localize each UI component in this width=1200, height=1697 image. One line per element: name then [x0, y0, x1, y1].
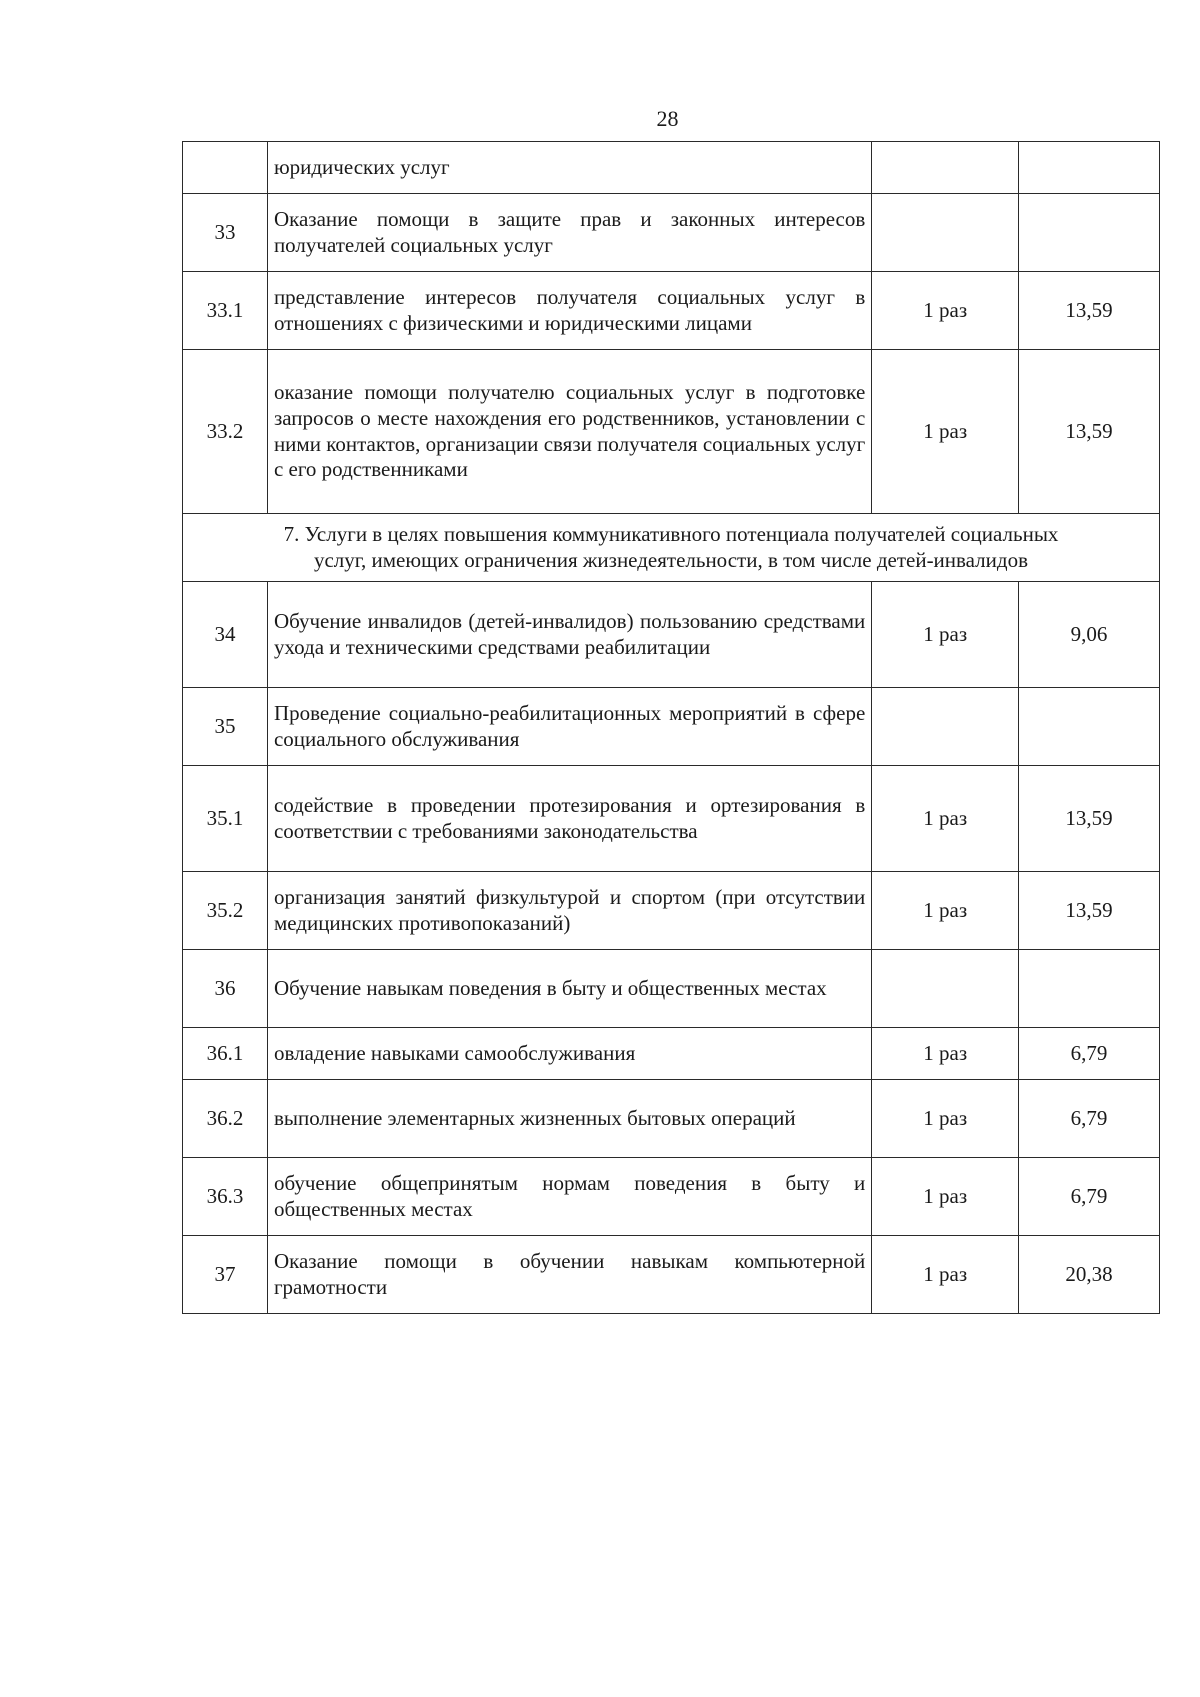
section-header-line1: 7. Услуги в целях повышения коммуникативного потенциала получателей социальных: [283, 521, 1059, 546]
service-price-cell: [1019, 194, 1160, 272]
service-unit-cell: 1 раз: [872, 350, 1019, 514]
service-description-cell: Оказание помощи в обучении навыкам компьютерной грамотности: [267, 1236, 871, 1314]
service-number-cell: 35: [183, 688, 268, 766]
service-description-cell: Оказание помощи в защите прав и законных интересов получателей социальных услуг: [267, 194, 871, 272]
service-description-cell: Обучение навыкам поведения в быту и общественных местах: [267, 950, 871, 1028]
service-description-cell: Обучение инвалидов (детей-инвалидов) пользованию средствами ухода и техническими средствами реабилитации: [267, 582, 871, 688]
service-unit-cell: 1 раз: [872, 766, 1019, 872]
service-description-cell: юридических услуг: [267, 142, 871, 194]
service-description-cell: выполнение элементарных жизненных бытовых операций: [267, 1080, 871, 1158]
service-price-cell: 9,06: [1019, 582, 1160, 688]
service-unit-cell: [872, 142, 1019, 194]
section-header-line2: услуг, имеющих ограничения жизнедеятельности, в том числе детей-инвалидов: [313, 547, 1028, 572]
service-price-cell: [1019, 688, 1160, 766]
table-row: [183, 1236, 1160, 1314]
table-row: [183, 950, 1160, 1028]
service-number-cell: 35.2: [183, 872, 268, 950]
page-number: 28: [656, 106, 679, 131]
service-number-cell: 36.2: [183, 1080, 268, 1158]
service-unit-cell: [872, 950, 1019, 1028]
table-row: [183, 194, 1160, 272]
service-number-cell: 33: [183, 194, 268, 272]
service-price-cell: 6,79: [1019, 1080, 1160, 1158]
service-number-cell: [183, 142, 268, 194]
service-number-cell: 36.1: [183, 1028, 268, 1080]
service-price-cell: [1019, 950, 1160, 1028]
service-number-cell: 35.1: [183, 766, 268, 872]
service-unit-cell: 1 раз: [872, 1080, 1019, 1158]
service-description-cell: содействие в проведении протезирования и ортезирования в соответствии с требованиями законодательства: [267, 766, 871, 872]
table-row: [183, 688, 1160, 766]
service-unit-cell: 1 раз: [872, 1028, 1019, 1080]
table-row: [183, 272, 1160, 350]
service-description-cell: организация занятий физкультурой и спортом (при отсутствии медицинских противопоказаний): [267, 872, 871, 950]
service-unit-cell: 1 раз: [872, 1158, 1019, 1236]
services-table-body: [183, 142, 1160, 1314]
table-row: [183, 1028, 1160, 1080]
service-price-cell: [1019, 142, 1160, 194]
service-number-cell: 37: [183, 1236, 268, 1314]
table-row: [183, 1158, 1160, 1236]
table-row: [183, 1080, 1160, 1158]
service-description-cell: оказание помощи получателю социальных услуг в подготовке запросов о месте нахождения его родственников, установлении с ними контактов, организации связи получателя социальных услуг с его родственниками: [267, 350, 871, 514]
service-price-cell: 13,59: [1019, 272, 1160, 350]
service-number-cell: 33.1: [183, 272, 268, 350]
service-price-cell: 13,59: [1019, 872, 1160, 950]
section-header-row: [183, 514, 1160, 582]
table-row: [183, 582, 1160, 688]
service-unit-cell: 1 раз: [872, 272, 1019, 350]
service-price-cell: 13,59: [1019, 766, 1160, 872]
service-unit-cell: 1 раз: [872, 1236, 1019, 1314]
service-price-cell: 13,59: [1019, 350, 1160, 514]
section-header-cell: [183, 514, 1160, 582]
service-price-cell: 20,38: [1019, 1236, 1160, 1314]
service-unit-cell: [872, 688, 1019, 766]
service-description-cell: овладение навыками самообслуживания: [267, 1028, 871, 1080]
service-description-cell: Проведение социально-реабилитационных мероприятий в сфере социального обслуживания: [267, 688, 871, 766]
table-row: [183, 766, 1160, 872]
service-price-cell: 6,79: [1019, 1158, 1160, 1236]
service-number-cell: 33.2: [183, 350, 268, 514]
service-description-cell: представление интересов получателя социальных услуг в отношениях с физическими и юридическими лицами: [267, 272, 871, 350]
table-row: [183, 350, 1160, 514]
table-row: [183, 142, 1160, 194]
service-price-cell: 6,79: [1019, 1028, 1160, 1080]
service-unit-cell: 1 раз: [872, 872, 1019, 950]
service-description-cell: обучение общепринятым нормам поведения в быту и общественных местах: [267, 1158, 871, 1236]
service-number-cell: 36: [183, 950, 268, 1028]
service-unit-cell: [872, 194, 1019, 272]
service-unit-cell: 1 раз: [872, 582, 1019, 688]
service-number-cell: 34: [183, 582, 268, 688]
table-row: [183, 872, 1160, 950]
services-table: [182, 141, 1160, 1314]
service-number-cell: 36.3: [183, 1158, 268, 1236]
